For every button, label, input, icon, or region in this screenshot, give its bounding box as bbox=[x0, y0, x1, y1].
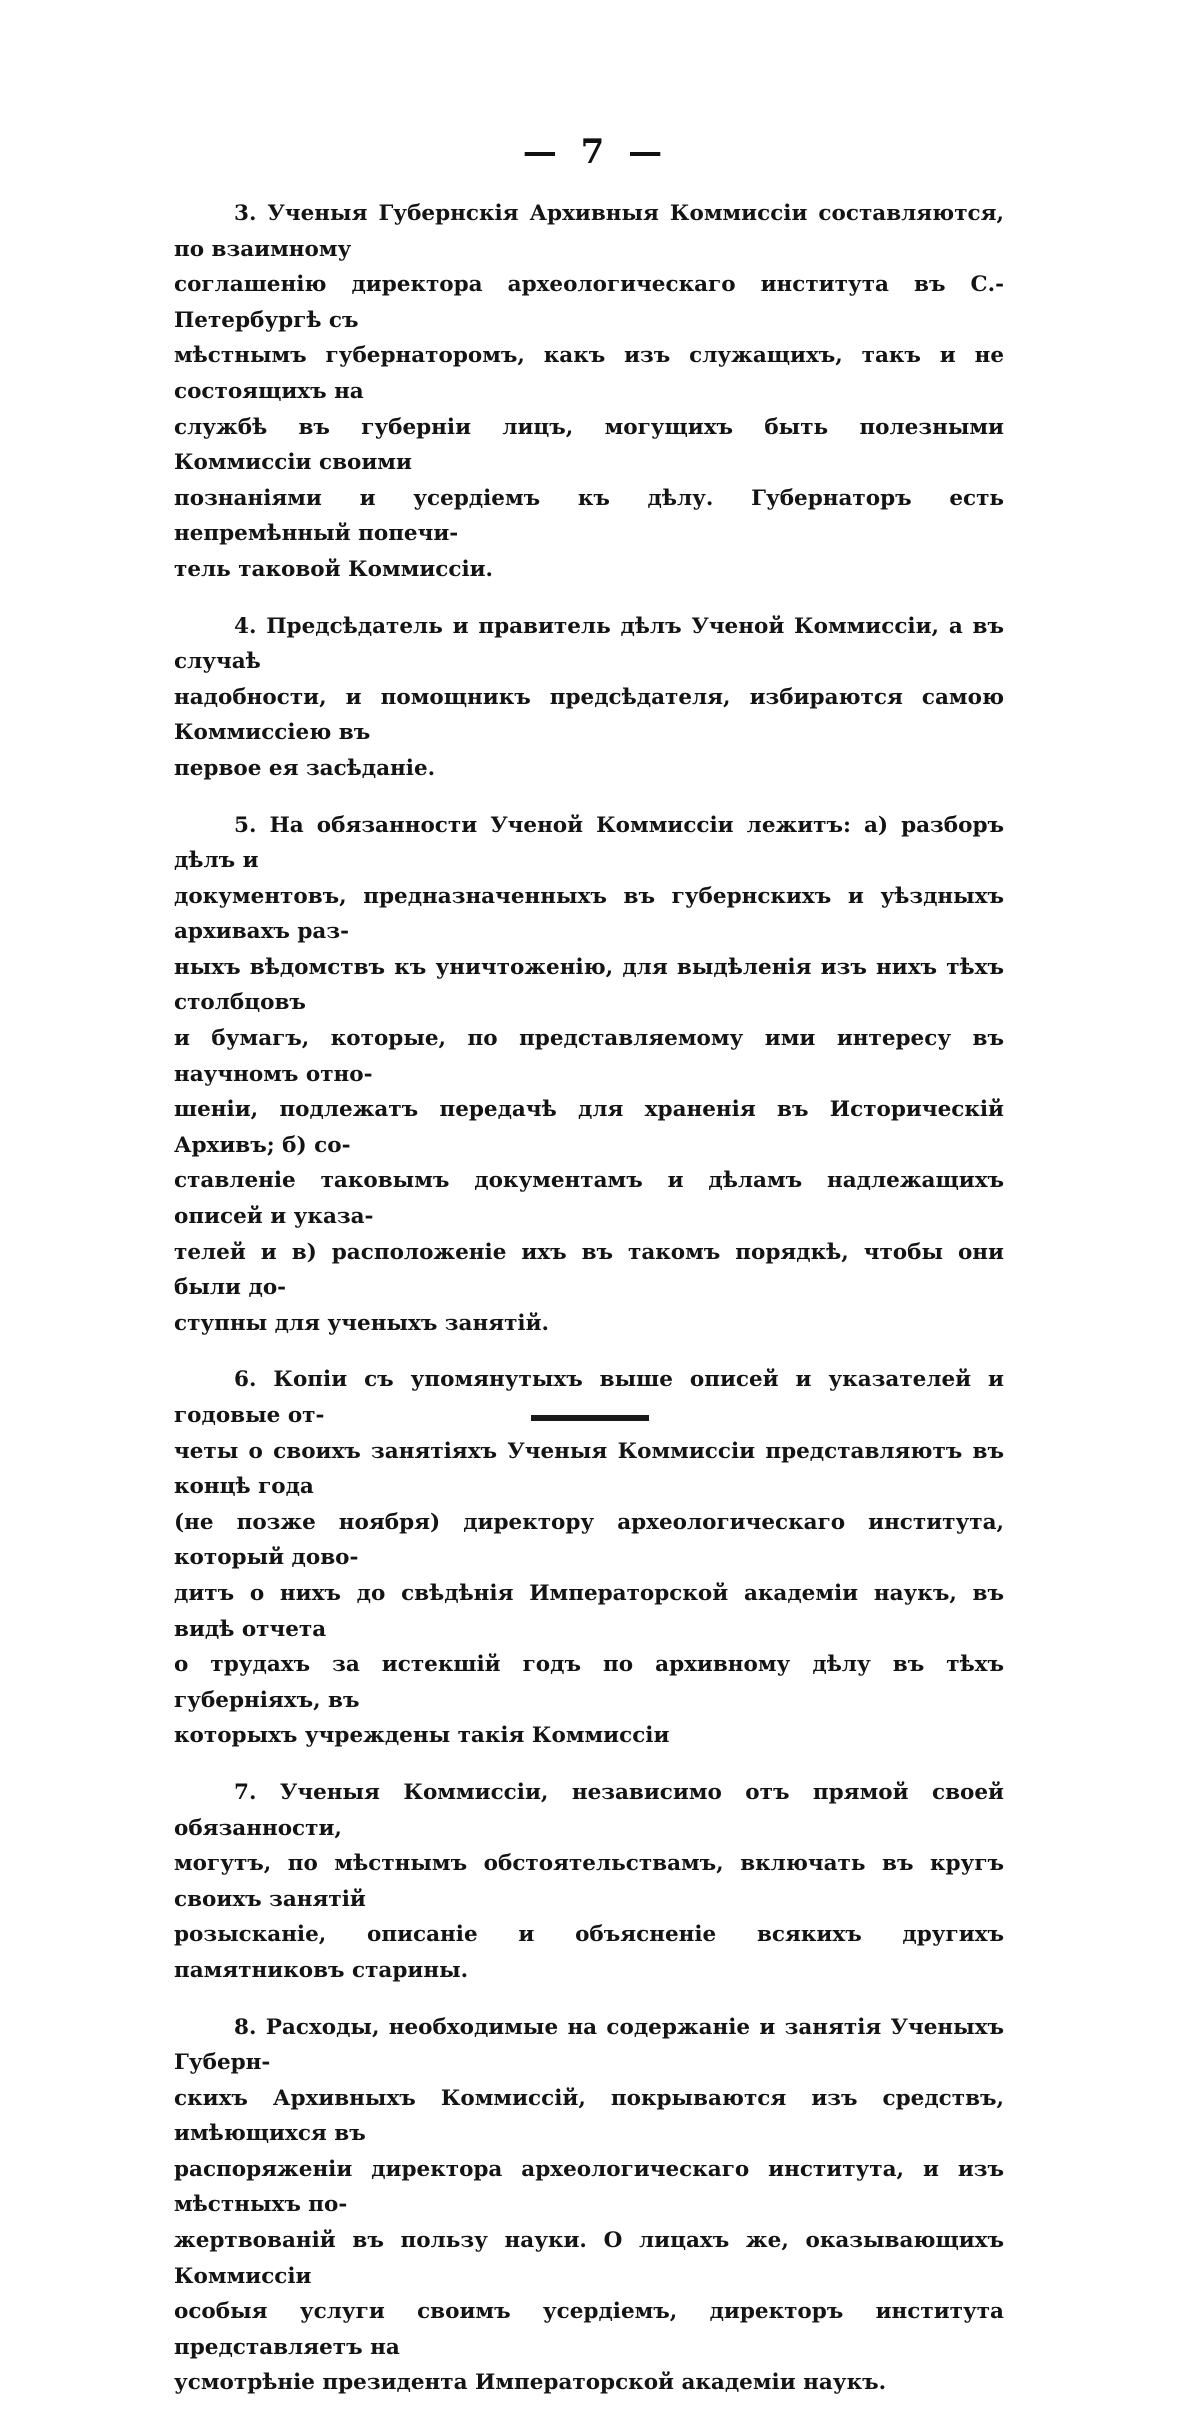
paragraph-6: 6. Копіи съ упомянутыхъ выше описей и указателей и годовые от- четы о своихъ занятіяхъ Ученыя Коммиссіи представляютъ въ концѣ года (не позже ноября) директору археологическаго института, который дово- дитъ о нихъ до свѣдѣнія Императорской академіи наукъ, въ видѣ отчета о трудахъ за истекшій годъ по архивному дѣлу въ тѣхъ губерніяхъ, въ которыхъ учреждены такія Коммиссіи bbox=[174, 1367, 1004, 1749]
paragraph-3: 3. Ученыя Губернскія Архивныя Коммиссіи составляются, по взаимному соглашенію директора археологическаго института въ С.-Петербургѣ съ мѣстнымъ губернаторомъ, какъ изъ служащихъ, такъ и не состоящихъ на службѣ въ губерніи лицъ, могущихъ быть полезными Коммиссіи своими познаніями и усердіемъ къ дѣлу. Губернаторъ есть непремѣнный попечи- тель таковой Коммиссіи. bbox=[174, 201, 1004, 582]
section-divider bbox=[531, 1415, 649, 1421]
paragraph-8: 8. Расходы, необходимые на содержаніе и занятія Ученыхъ Губерн- скихъ Архивныхъ Коммиссій, покрываются изъ средствъ, имѣющихся въ распоряженіи директора археологическаго института, и изъ мѣстныхъ по- жертвованій въ пользу науки. О лицахъ же, оказывающихъ Коммиссіи особыя услуги своимъ усердіемъ, директоръ института представляетъ на усмотрѣніе президента Императорской академіи наукъ. bbox=[174, 2014, 1004, 2396]
paragraph-4: 4. Предсѣдатель и правитель дѣлъ Ученой Коммиссіи, а въ случаѣ надобности, и помощникъ предсѣдателя, избираются самою Коммиссіею въ первое ея засѣданіе. bbox=[174, 613, 1004, 781]
paragraph-5: 5. На обязанности Ученой Коммиссіи лежитъ: а) разборъ дѣлъ и документовъ, предназначенныхъ въ губернскихъ и уѣздныхъ архивахъ раз- ныхъ вѣдомствъ къ уничтоженію, для выдѣленія изъ нихъ тѣхъ столбцовъ и бумагъ, которые, по представляемому ими интересу въ научномъ отно- шеніи, подлежатъ передачѣ для храненія въ Историческій Архивъ; б) со- ставленіе таковымъ документамъ и дѣламъ надлежащихъ описей и указа- телей и в) расположеніе ихъ въ такомъ порядкѣ, чтобы они были до- ступны для ученыхъ занятій. bbox=[174, 812, 1004, 1336]
page-number: — 7 — bbox=[522, 132, 669, 172]
document-body bbox=[174, 196, 1004, 2422]
paragraph-7: 7. Ученыя Коммиссіи, независимо отъ прямой своей обязанности, могутъ, по мѣстнымъ обстоятельствамъ, включать въ кругъ своихъ занятій розысканіе, описаніе и объясненіе всякихъ другихъ памятниковъ старины. bbox=[174, 1779, 1004, 1983]
